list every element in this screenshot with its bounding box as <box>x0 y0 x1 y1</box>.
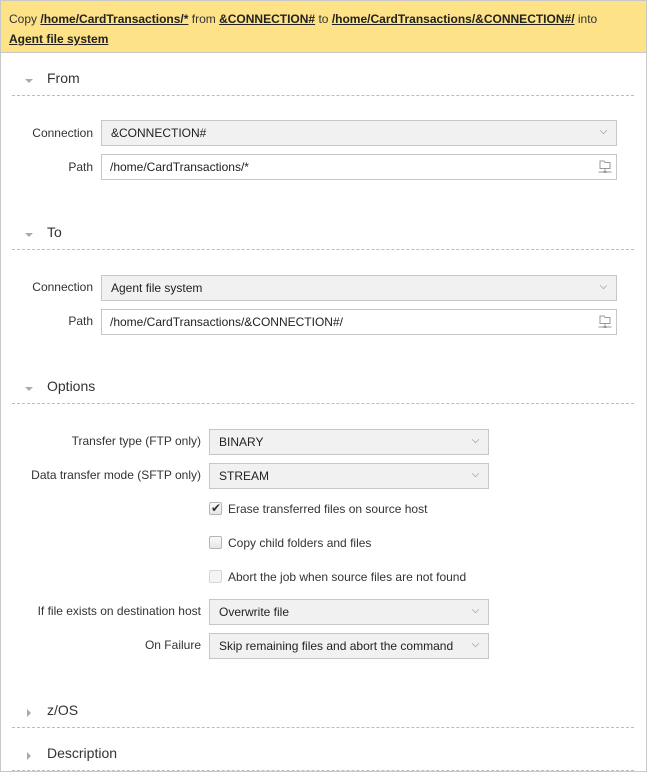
checkmark-icon: ✔ <box>211 501 222 515</box>
to-path-input[interactable] <box>101 309 617 335</box>
checkbox-box[interactable] <box>209 502 222 515</box>
summary-word: to <box>318 12 329 26</box>
to-connection-select[interactable] <box>101 275 617 301</box>
checkbox-label: Erase transferred files on source host <box>228 502 428 516</box>
section-header-from[interactable] <box>12 68 634 96</box>
section-title: From <box>47 70 80 86</box>
chevron-down-icon <box>472 470 479 477</box>
transfer-type-label: Transfer type (FTP only) <box>71 434 201 448</box>
data-transfer-mode-select[interactable] <box>209 463 489 489</box>
data-transfer-mode-label: Data transfer mode (SFTP only) <box>31 468 201 482</box>
chevron-down-icon <box>472 436 479 443</box>
checkbox-label: Abort the job when source files are not found <box>228 570 467 584</box>
if-file-exists-select[interactable] <box>209 599 489 625</box>
input-value: /home/CardTransactions/* <box>110 160 249 174</box>
expand-triangle-icon <box>27 752 31 760</box>
summary-source-connection-link[interactable]: &CONNECTION# <box>219 12 316 26</box>
summary-word: into <box>577 12 598 26</box>
select-value: BINARY <box>219 435 264 449</box>
on-failure-label: On Failure <box>144 638 201 652</box>
summary-word: Copy <box>9 12 38 26</box>
chevron-down-icon <box>600 282 607 289</box>
section-header-zos[interactable] <box>12 700 634 728</box>
section-header-options[interactable] <box>12 376 634 404</box>
collapse-triangle-icon <box>25 233 33 237</box>
chevron-down-icon <box>472 640 479 647</box>
transfer-type-select[interactable] <box>209 429 489 455</box>
network-folder-icon[interactable] <box>598 159 612 175</box>
select-value: Skip remaining files and abort the command <box>219 639 454 653</box>
section-title: Description <box>47 745 118 761</box>
select-value: Overwrite file <box>219 605 290 619</box>
from-connection-label: Connection <box>32 126 93 140</box>
from-connection-select[interactable] <box>101 120 617 146</box>
summary-word: from <box>191 12 216 26</box>
select-value: Agent file system <box>111 281 203 295</box>
collapse-triangle-icon <box>25 387 33 391</box>
network-folder-icon[interactable] <box>598 314 612 330</box>
erase-transferred-files-checkbox[interactable] <box>209 501 509 517</box>
checkbox-label: Copy child folders and files <box>228 536 372 550</box>
checkbox-box[interactable] <box>209 570 222 583</box>
copy-child-folders-checkbox[interactable] <box>209 535 509 551</box>
select-value: &CONNECTION# <box>111 126 207 140</box>
from-path-input[interactable] <box>101 154 617 180</box>
collapse-triangle-icon <box>25 79 33 83</box>
input-value: /home/CardTransactions/&CONNECTION#/ <box>110 315 343 329</box>
section-title: z/OS <box>47 702 79 718</box>
to-path-label: Path <box>68 314 93 328</box>
from-path-label: Path <box>68 160 93 174</box>
select-value: STREAM <box>219 469 270 483</box>
on-failure-select[interactable] <box>209 633 489 659</box>
section-header-to[interactable] <box>12 222 634 250</box>
abort-job-when-not-found-checkbox[interactable] <box>209 569 509 585</box>
section-title: Options <box>47 378 96 394</box>
checkbox-box[interactable] <box>209 536 222 549</box>
summary-source-path-link[interactable]: /home/CardTransactions/* <box>40 12 189 26</box>
chevron-down-icon <box>600 127 607 134</box>
to-connection-label: Connection <box>32 280 93 294</box>
expand-triangle-icon <box>27 709 31 717</box>
section-header-description[interactable] <box>12 743 634 771</box>
section-title: To <box>47 224 62 240</box>
summary-dest-connection-link[interactable]: Agent file system <box>9 32 109 46</box>
summary-dest-path-link[interactable]: /home/CardTransactions/&CONNECTION#/ <box>331 12 575 26</box>
chevron-down-icon <box>472 606 479 613</box>
command-summary <box>0 0 647 53</box>
if-file-exists-label: If file exists on destination host <box>37 604 201 618</box>
